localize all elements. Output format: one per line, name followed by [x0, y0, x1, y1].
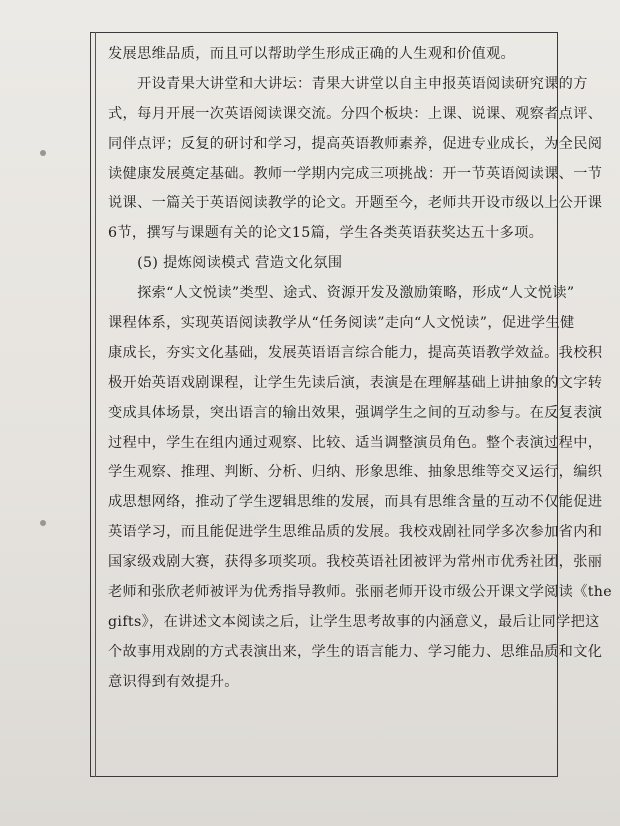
- section-heading: (5) 提炼阅读模式 营造文化氛围: [108, 255, 343, 272]
- text-line: 个故事用戏剧的方式表演出来，学生的语言能力、学习能力、思维品质和文化: [108, 643, 603, 660]
- text-line: 学生观察、推理、判断、分析、归纳、形象思维、抽象思维等交叉运行，编织: [108, 464, 603, 481]
- text-line: 极开始英语戏剧课程，让学生先读后演，表演是在理解基础上讲抽象的文字转: [108, 374, 603, 391]
- text-line: 开设青果大讲堂和大讲坛：青果大讲堂以自主申报英语阅读研究课的方: [108, 75, 588, 92]
- text-line: gifts》，在讲述文本阅读之后，让学生思考故事的内涵意义，最后让同学把这: [108, 613, 600, 630]
- text-line: 同伴点评；反复的研讨和学习，提高英语教师素养，促进专业成长，为全民阅: [108, 135, 603, 152]
- text-line: 过程中，学生在组内通过观察、比较、适当调整演员角色。整个表演过程中，: [108, 434, 603, 451]
- text-line: 探索“人文悦读”类型、途式、资源开发及激励策略，形成“人文悦读”: [108, 285, 575, 302]
- text-line: 意识得到有效提升。: [108, 673, 239, 690]
- text-line: 变成具体场景，突出语言的输出效果，强调学生之间的互动参与。在反复表演: [108, 404, 603, 421]
- text-line: 6节，撰写与课题有关的论文15篇，学生各类英语获奖达五十多项。: [108, 225, 544, 242]
- text-line: 老师和张欣老师被评为优秀指导教师。张丽老师开设市级公开课文学阅读《the: [108, 584, 613, 601]
- text-line: 国家级戏剧大赛，获得多项奖项。我校英语社团被评为常州市优秀社团，张丽: [108, 554, 603, 571]
- binding-hole: [40, 520, 46, 526]
- text-line: 英语学习，而且能促进学生思维品质的发展。我校戏剧社同学多次参加省内和: [108, 524, 603, 541]
- text-line: 式，每月开展一次英语阅读课交流。分四个板块：上课、说课、观察者点评、: [108, 105, 603, 122]
- text-line: 康成长，夯实文化基础，发展英语语言综合能力，提高英语教学效益。我校积: [108, 344, 603, 361]
- text-line: 读健康发展奠定基础。教师一学期内完成三项挑战：开一节英语阅读课、一节: [108, 165, 603, 182]
- text-line: 说课、一篇关于英语阅读教学的论文。开题至今，老师共开设市级以上公开课: [108, 195, 603, 212]
- text-line: 成思想网络，推动了学生逻辑思维的发展，而具有思维含量的互动不仅能促进: [108, 494, 603, 511]
- binding-hole: [40, 150, 46, 156]
- document-body: [108, 40, 613, 698]
- text-line: 发展思维品质，而且可以帮助学生形成正确的人生观和价值观。: [108, 46, 516, 62]
- page-border-inner-line: [95, 32, 96, 777]
- text-line: 课程体系，实现英语阅读教学从“任务阅读”走向“人文悦读”，促进学生健: [108, 315, 575, 332]
